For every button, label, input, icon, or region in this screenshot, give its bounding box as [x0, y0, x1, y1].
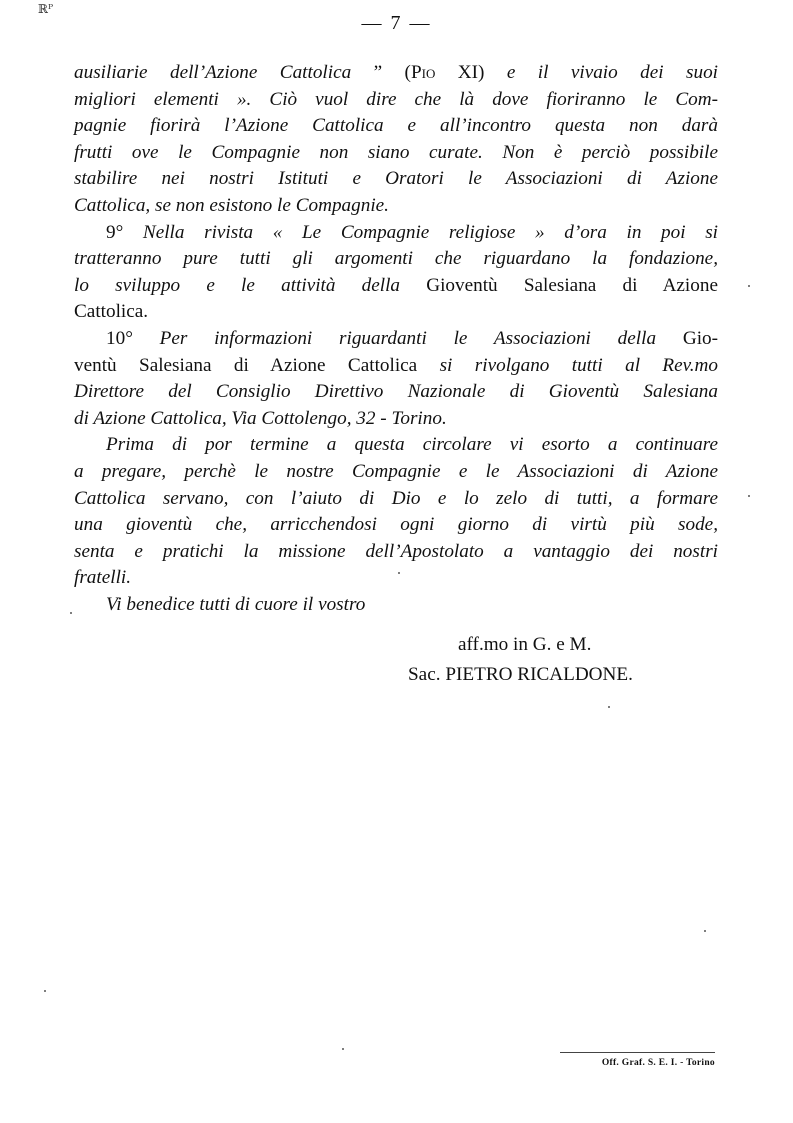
paragraph-line: di Azione Cattolica, Via Cottolengo, 32 - Torino.: [74, 407, 447, 429]
paragraph-line: ausiliarie dell’Azione Cattolica ” (Pio XI) e il vivaio dei suoi: [74, 62, 718, 83]
scan-speck: [748, 285, 750, 287]
paragraph-line: migliori elementi ». Ciò vuol dire che là dove fioriranno le Com-: [74, 88, 718, 110]
paragraph-line: pagnie fiorirà l’Azione Cattolica e all’incontro questa non darà: [74, 115, 718, 137]
item-number: 9°: [106, 221, 124, 243]
printer-imprint: Off. Graf. S. E. I. - Torino: [601, 1058, 715, 1068]
paragraph-line: Direttore del Consiglio Direttivo Nazionale di Gioventù Salesiana: [74, 381, 718, 403]
page-number: — 7 —: [361, 12, 432, 34]
scan-speck: [342, 1048, 344, 1050]
signature-name: Sac. PIETRO RICALDONE.: [408, 664, 633, 685]
closing-line: Vi benedice tutti di cuore il vostro: [106, 593, 366, 615]
paragraph-3: [74, 326, 718, 432]
scan-speck: [608, 706, 610, 708]
scan-speck: [398, 572, 400, 574]
scan-speck: [704, 930, 706, 932]
paragraph-line: ventù Salesiana di Azione Cattolica si rivolgano tutti al Rev.mo: [74, 354, 718, 376]
paragraph-line: una gioventù che, arricchendosi ogni giorno di virtù più sode,: [74, 514, 718, 536]
paragraph-1: [74, 60, 718, 220]
scan-speck: [70, 612, 72, 614]
paragraph-line: frutti ove le Compagnie non siano curate. Non è perciò possibile: [74, 141, 718, 163]
paragraph-line: stabilire nei nostri Istituti e Oratori le Associazioni di Azione: [74, 168, 718, 190]
paragraph-line: Prima di por termine a questa circolare vi esorto a continuare: [106, 434, 718, 456]
paragraph-line: tratteranno pure tutti gli argomenti che riguardano la fondazione,: [74, 248, 718, 270]
corner-mark: ℝᴾ: [38, 2, 54, 16]
paragraph-4: [74, 432, 718, 592]
paragraph-line: Cattolica.: [74, 301, 149, 323]
scan-speck: [44, 990, 46, 992]
signature-salutation: aff.mo in G. e M.: [458, 634, 592, 655]
paragraph-line: fratelli.: [74, 567, 132, 589]
scan-speck: [748, 495, 750, 497]
paragraph-line: a pregare, perchè le nostre Compagnie e le Associazioni di Azione: [74, 460, 718, 482]
paragraph-line: 10° Per informazioni riguardanti le Associazioni della Gio-: [106, 327, 719, 349]
paragraph-line: 9° Nella rivista « Le Compagnie religiose » d’ora in poi si: [106, 221, 718, 243]
paragraph-line: Cattolica servano, con l’aiuto di Dio e lo zelo di tutti, a formare: [74, 487, 718, 509]
item-number: 10°: [106, 327, 133, 349]
paragraph-line: senta e pratichi la missione dell’Apostolato a vantaggio dei nostri: [74, 540, 718, 562]
footer-rule: [560, 1052, 715, 1053]
paragraph-5: [74, 592, 718, 619]
paragraph-line: Cattolica, se non esistono le Compagnie.: [74, 194, 389, 216]
paragraph-2: [74, 220, 718, 326]
body-text: [74, 60, 718, 618]
paragraph-line: lo sviluppo e le attività della Gioventù Salesiana di Azione: [74, 274, 718, 296]
